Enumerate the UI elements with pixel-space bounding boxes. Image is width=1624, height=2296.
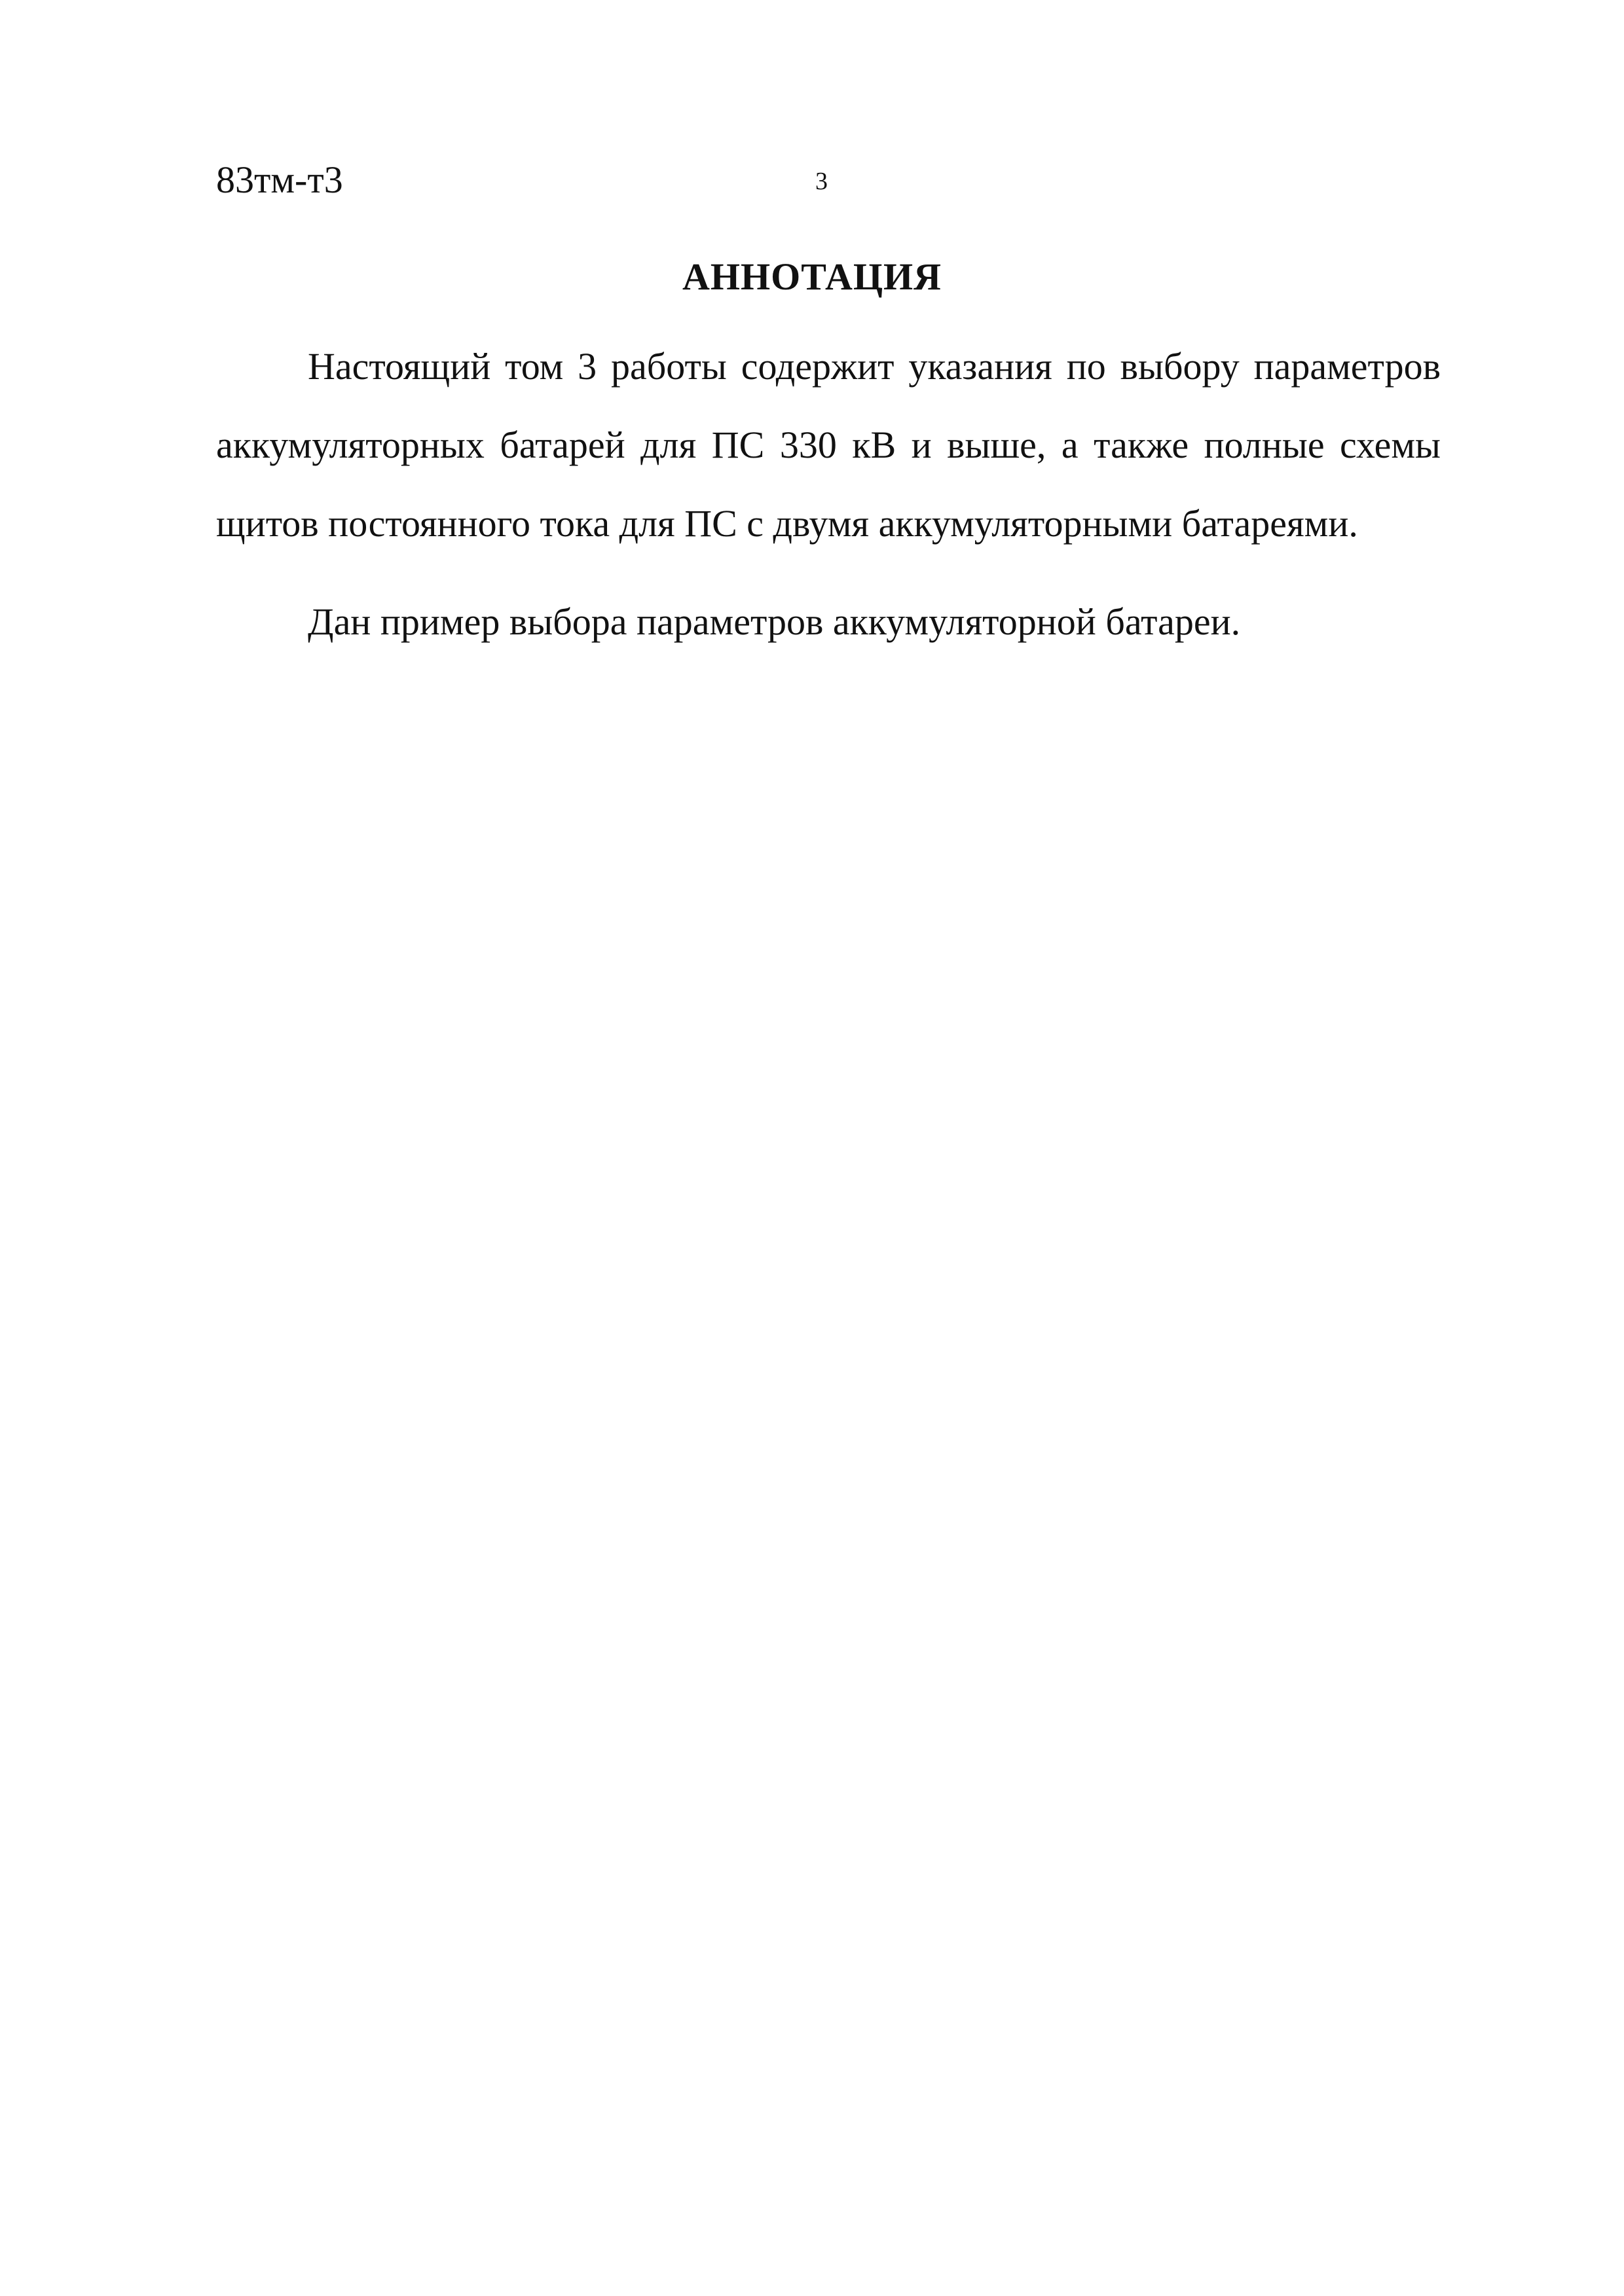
annotation-body: [216, 327, 1441, 661]
section-title: АННОТАЦИЯ: [682, 255, 942, 298]
paragraph-example: Дан пример выбора параметров аккумуляторной батареи.: [308, 600, 1241, 643]
page-number: 3: [815, 168, 828, 195]
paragraph-scope: Настоящий том 3 работы содержит указания по выбору параметров аккумуляторных батарей для ПС 330 кВ и выше, а также полные схемы щитов постоянного тока для ПС с двумя аккумуляторными батареями.: [216, 345, 1441, 545]
document-code: 83тм-т3: [216, 158, 343, 201]
